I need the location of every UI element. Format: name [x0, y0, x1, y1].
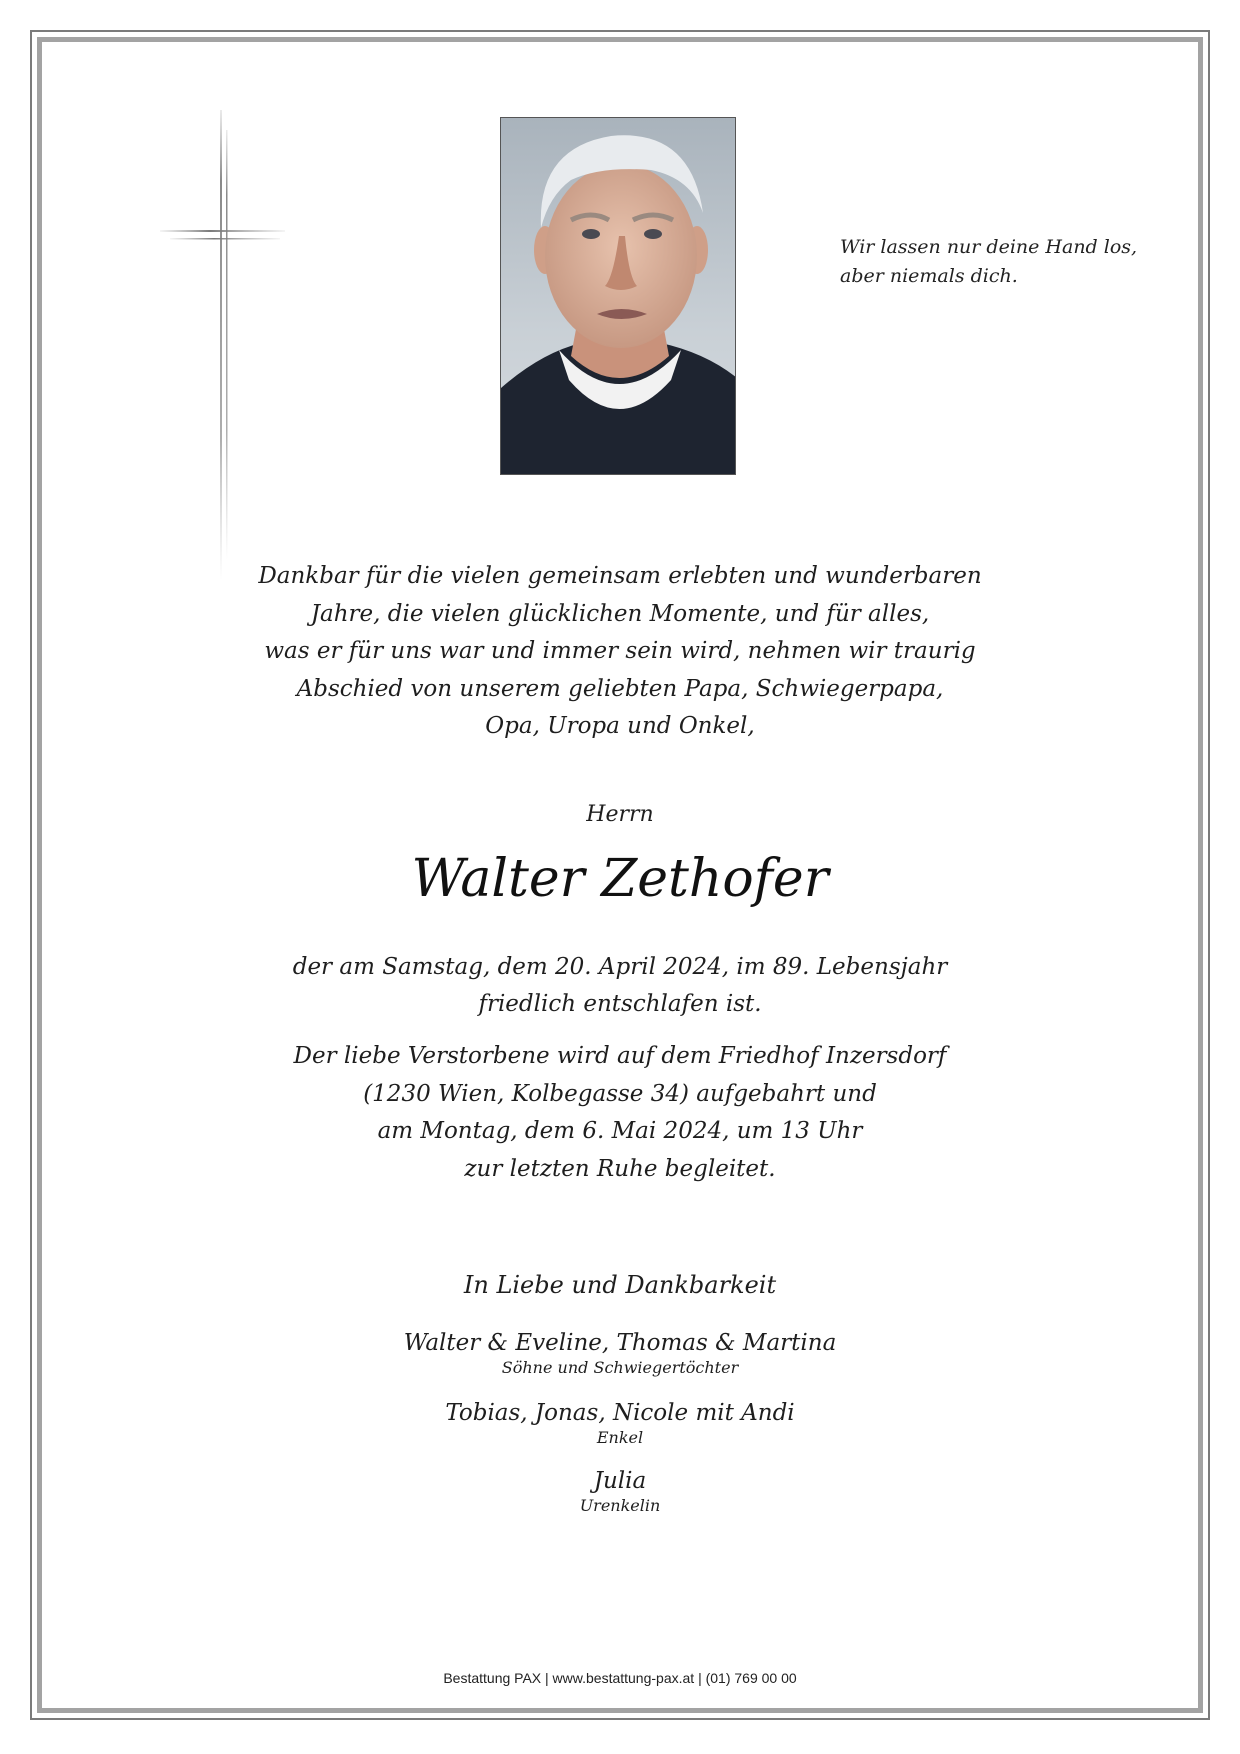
cross-icon: [155, 110, 290, 580]
intro-line: Jahre, die vielen glücklichen Momente, und für alles,: [310, 600, 930, 627]
quote-line: aber niemals dich.: [840, 265, 1018, 287]
family-group: [150, 1398, 1090, 1464]
family-role: Söhne und Schwiegertöchter: [501, 1358, 739, 1377]
intro-text: [150, 558, 1090, 746]
family-names: Walter & Eveline, Thomas & Martina: [403, 1330, 837, 1356]
family-group: [150, 1466, 1090, 1532]
portrait-photo: [500, 117, 736, 475]
death-details: [150, 949, 1090, 1023]
death-line: der am Samstag, dem 20. April 2024, im 89. Lebensjahr: [292, 954, 948, 980]
family-role: Urenkelin: [579, 1496, 661, 1515]
burial-line: (1230 Wien, Kolbegasse 34) aufgebahrt und: [363, 1080, 877, 1107]
death-line: friedlich entschlafen ist.: [478, 991, 762, 1017]
intro-line: Dankbar für die vielen gemeinsam erlebten und wunderbaren: [258, 563, 982, 589]
intro-line: Abschied von unserem geliebten Papa, Schwiegerpapa,: [296, 675, 944, 702]
family-names: Tobias, Jonas, Nicole mit Andi: [445, 1400, 795, 1426]
quote: [840, 233, 1140, 291]
closing-line: In Liebe und Dankbarkeit: [463, 1271, 777, 1299]
burial-details: [150, 1038, 1090, 1188]
burial-line: Der liebe Verstorbene wird auf dem Friedhof Inzersdorf: [293, 1043, 947, 1069]
footer-contact: Bestattung PAX | www.bestattung-pax.at | (01) 769 00 00: [443, 1670, 797, 1686]
intro-line: Opa, Uropa und Onkel,: [485, 713, 755, 739]
family-names: Julia: [593, 1468, 647, 1494]
family-group: [150, 1328, 1090, 1394]
intro-line: was er für uns war und immer sein wird, nehmen wir traurig: [264, 638, 976, 664]
family-role: Enkel: [596, 1428, 644, 1447]
salutation: Herrn: [586, 802, 654, 827]
deceased-name: Walter Zethofer: [411, 849, 829, 909]
quote-line: Wir lassen nur deine Hand los,: [840, 236, 1138, 258]
burial-line: am Montag, dem 6. Mai 2024, um 13 Uhr: [377, 1118, 863, 1144]
burial-line: zur letzten Ruhe begleitet.: [464, 1155, 776, 1182]
